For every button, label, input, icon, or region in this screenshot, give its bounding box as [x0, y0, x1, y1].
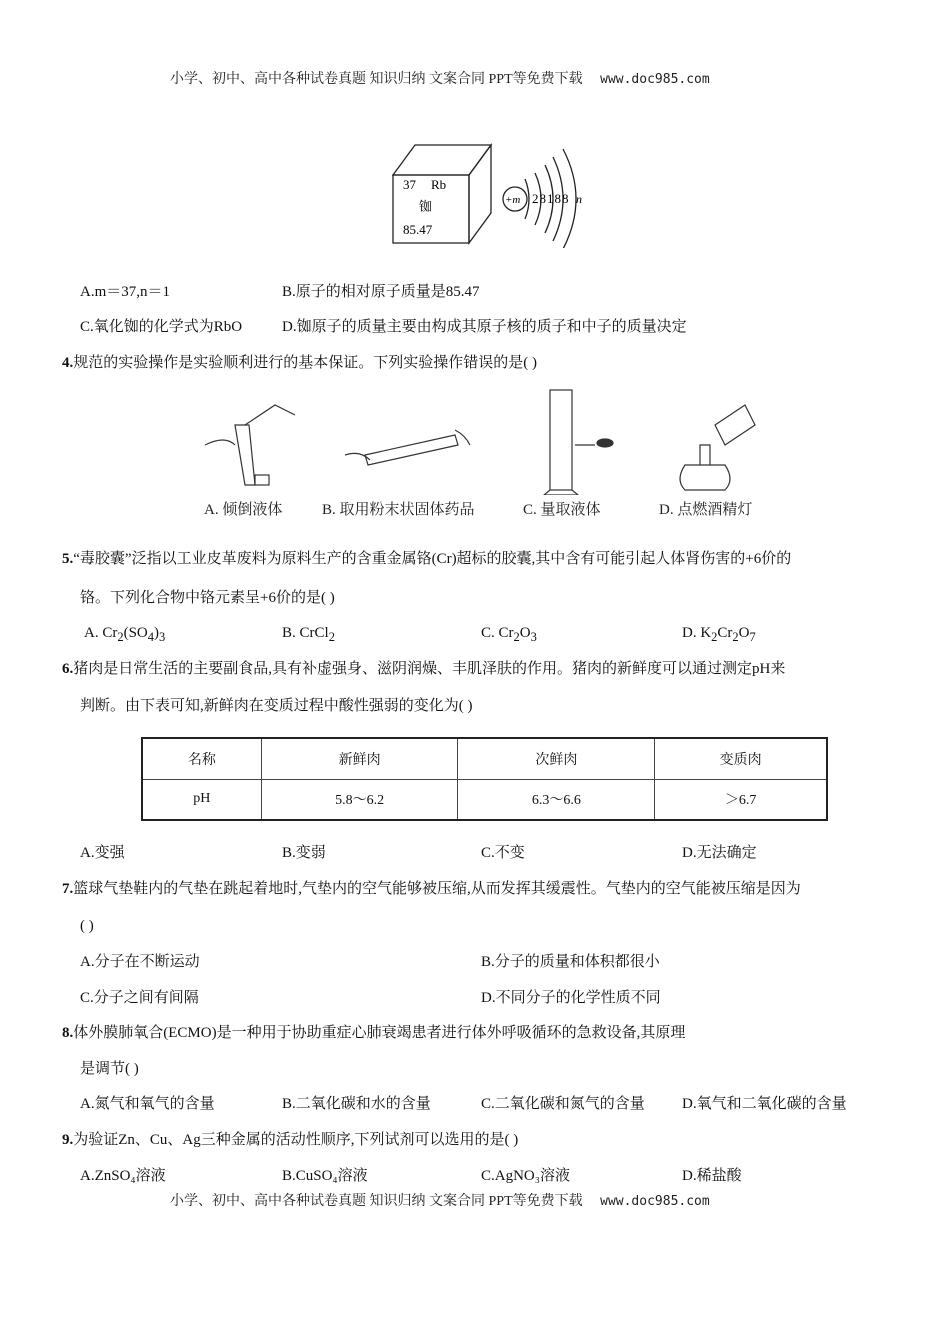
q3-option-c[interactable]: C.氧化铷的化学式为RbO	[80, 319, 243, 335]
table-cell: 6.3～6.6	[458, 779, 655, 820]
q5-option-b[interactable]: B. CrCl$_2$	[282, 625, 335, 644]
rubidium-figure	[385, 133, 600, 248]
table-header-row	[142, 738, 827, 779]
q6-option-d[interactable]: D.无法确定	[682, 845, 757, 861]
q5-option-a[interactable]: A. $Cr_2(SO_4)_3$	[84, 625, 166, 644]
nucleus-label: +m	[505, 194, 521, 206]
q5-text-cont: 铬。下列化合物中铬元素呈+6价的是( )	[80, 590, 335, 606]
table-cell: pH	[142, 779, 261, 820]
q9-option-d[interactable]: D.稀盐酸	[682, 1168, 742, 1184]
q9-option-b[interactable]: B.CuSO₄溶液	[282, 1168, 368, 1184]
lab-operations-figure	[195, 385, 775, 495]
q8-text: 体外膜肺氧合(ECMO)是一种用于协助重症心肺衰竭患者进行体外呼吸循环的急救设备,其原理	[73, 1025, 686, 1041]
q8-number: 8.	[62, 1025, 74, 1041]
q7-stem	[62, 879, 801, 899]
q4-caption-b: B. 取用粉末状固体药品	[322, 502, 475, 518]
q9-option-c[interactable]: C.AgNO₃溶液	[481, 1168, 570, 1184]
footer-text: 小学、初中、高中各种试卷真题 知识归纳 文案合同 PPT等免费下载	[170, 1194, 583, 1209]
q9-stem	[62, 1130, 518, 1150]
ph-table	[141, 737, 828, 821]
q4-caption-c: C. 量取液体	[523, 502, 601, 518]
table-cell: 次鲜肉	[458, 738, 655, 779]
q3-option-a[interactable]: A.m＝37,n＝1	[80, 284, 171, 300]
q5-option-c[interactable]: C. $Cr_2O_3$	[481, 625, 537, 644]
electron-shells: 28188	[532, 191, 570, 206]
table-row	[142, 779, 827, 820]
q3-option-d[interactable]: D.铷原子的质量主要由构成其原子核的质子和中子的质量决定	[282, 319, 687, 335]
q8-option-c[interactable]: C.二氧化碳和氮气的含量	[481, 1096, 645, 1112]
q7-option-b[interactable]: B.分子的质量和体积都很小	[481, 954, 660, 970]
q5-stem	[62, 549, 791, 569]
footer-url: www.doc985.com	[600, 1194, 710, 1209]
outer-shell: n	[576, 192, 582, 206]
q8-option-a[interactable]: A.氮气和氧气的含量	[80, 1096, 215, 1112]
table-cell: 变质肉	[655, 738, 827, 779]
element-symbol: Rb	[431, 177, 447, 192]
q6-text: 猪肉是日常生活的主要副食品,具有补虚强身、滋阴润燥、丰肌泽肤的作用。猪肉的新鲜度可以通过测定pH来	[73, 661, 786, 677]
q6-option-a[interactable]: A.变强	[80, 845, 125, 861]
q7-option-c[interactable]: C.分子之间有间隔	[80, 990, 199, 1006]
q6-text-cont: 判断。由下表可知,新鲜肉在变质过程中酸性强弱的变化为( )	[80, 698, 473, 714]
q9-number: 9.	[62, 1132, 74, 1148]
table-cell: ＞6.7	[655, 779, 827, 820]
q6-stem	[62, 659, 785, 679]
q8-option-d[interactable]: D.氧气和二氧化碳的含量	[682, 1096, 847, 1112]
q8-text-cont: 是调节( )	[80, 1061, 139, 1077]
q4-stem	[62, 353, 537, 373]
q9-option-a[interactable]: A.ZnSO₄溶液	[80, 1168, 166, 1184]
q8-stem	[62, 1023, 685, 1043]
q7-option-a[interactable]: A.分子在不断运动	[80, 954, 200, 970]
page-header	[170, 70, 710, 90]
table-cell: 新鲜肉	[261, 738, 458, 779]
element-name: 铷	[419, 200, 433, 215]
q6-number: 6.	[62, 661, 74, 677]
q8-option-b[interactable]: B.二氧化碳和水的含量	[282, 1096, 431, 1112]
q7-text-cont: ( )	[80, 918, 94, 934]
page-footer	[170, 1192, 710, 1212]
table-cell: 5.8～6.2	[261, 779, 458, 820]
header-url: www.doc985.com	[600, 72, 710, 87]
q6-option-b[interactable]: B.变弱	[282, 845, 326, 861]
q7-text: 篮球气垫鞋内的气垫在跳起着地时,气垫内的空气能够被压缩,从而发挥其缓震性。气垫内的空气能被压缩是因为	[73, 881, 801, 897]
q4-number: 4.	[62, 355, 74, 371]
table-cell: 名称	[142, 738, 261, 779]
header-text: 小学、初中、高中各种试卷真题 知识归纳 文案合同 PPT等免费下载	[170, 72, 583, 87]
q7-number: 7.	[62, 881, 74, 897]
q5-option-d[interactable]: D. $K_2Cr_2O_7$	[682, 625, 756, 644]
q4-caption-d: D. 点燃酒精灯	[659, 502, 753, 518]
q4-text: 规范的实验操作是实验顺利进行的基本保证。下列实验操作错误的是( )	[73, 355, 537, 371]
q4-caption-a: A. 倾倒液体	[204, 502, 283, 518]
atomic-mass: 85.47	[403, 222, 433, 237]
q6-option-c[interactable]: C.不变	[481, 845, 525, 861]
q3-option-b[interactable]: B.原子的相对原子质量是85.47	[282, 284, 480, 300]
q5-number: 5.	[62, 551, 74, 567]
q9-text: 为验证Zn、Cu、Ag三种金属的活动性顺序,下列试剂可以选用的是( )	[73, 1132, 519, 1148]
q7-option-d[interactable]: D.不同分子的化学性质不同	[481, 990, 661, 1006]
atomic-number: 37	[403, 177, 416, 192]
q5-text: “毒胶囊”泛指以工业皮革废料为原料生产的含重金属铬(Cr)超标的胶囊,其中含有可能引起人体肾伤害的+6价的	[73, 551, 792, 567]
